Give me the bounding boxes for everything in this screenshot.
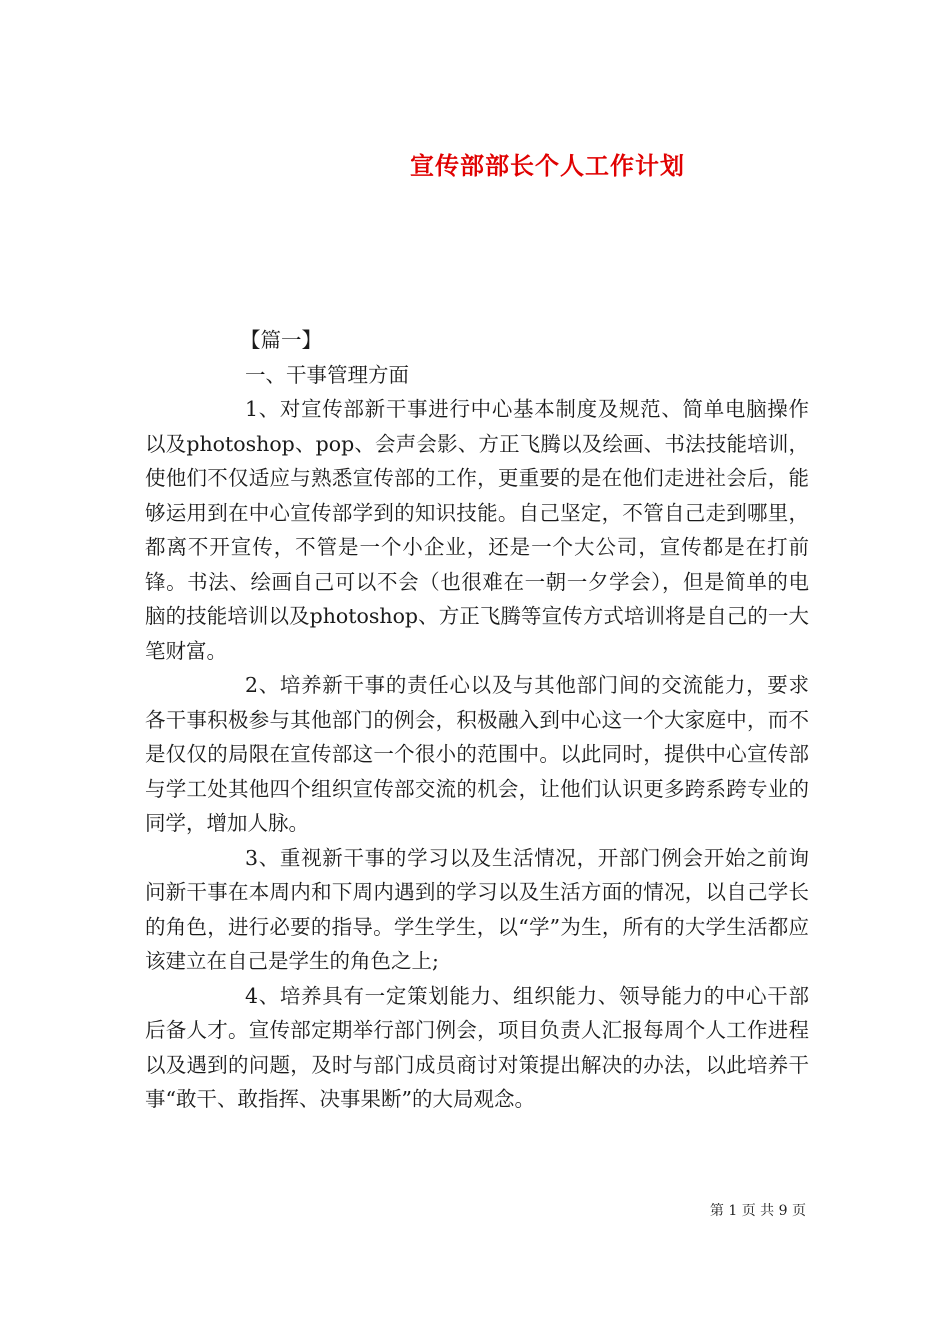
paragraph-1: 1、对宣传部新干事进行中心基本制度及规范、简单电脑操作以及photoshop、pop、会声会影、方正飞腾以及绘画、书法技能培训，使他们不仅适应与熟悉宣传部的工作，更重要的是在他们走进社会后，能够运用到在中心宣传部学到的知识技能。自己坚定，不管自己走到哪里，都离不开宣传，不管是一个小企业，还是一个大公司，宣传都是在打前锋。书法、绘画自己可以不会（也很难在一朝一夕学会），但是简单的电脑的技能培训以及photoshop、方正飞腾等宣传方式培训将是自己的一大笔财富。 bbox=[145, 397, 809, 663]
paragraph-3: 3、重视新干事的学习以及生活情况，开部门例会开始之前询问新干事在本周内和下周内遇到的学习以及生活方面的情况，以自己学长的角色，进行必要的指导。学生学生，以“学”为生，所有的大学生活都应该建立在自己是学生的角色之上; bbox=[145, 845, 809, 973]
document-title: 宣传部部长个人工作计划 bbox=[410, 151, 685, 181]
document-body bbox=[145, 323, 809, 1117]
paragraph-2: 2、培养新干事的责任心以及与其他部门间的交流能力，要求各干事积极参与其他部门的例会，积极融入到中心这一个大家庭中，而不是仅仅的局限在宣传部这一个很小的范围中。以此同时，提供中心宣传部与学工处其他四个组织宣传部交流的机会，让他们认识更多跨系跨专业的同学，增加人脉。 bbox=[145, 673, 809, 835]
paragraph-4: 4、培养具有一定策划能力、组织能力、领导能力的中心干部后备人才。宣传部定期举行部门例会，项目负责人汇报每周个人工作进程以及遇到的问题，及时与部门成员商讨对策提出解决的办法，以此培养干事“敢干、敢指挥、决事果断”的大局观念。 bbox=[145, 983, 809, 1111]
section-tag: 【篇一】 bbox=[240, 328, 322, 352]
section-heading: 一、干事管理方面 bbox=[245, 362, 409, 387]
page-footer: 第 1 页 共 9 页 bbox=[709, 1203, 806, 1219]
